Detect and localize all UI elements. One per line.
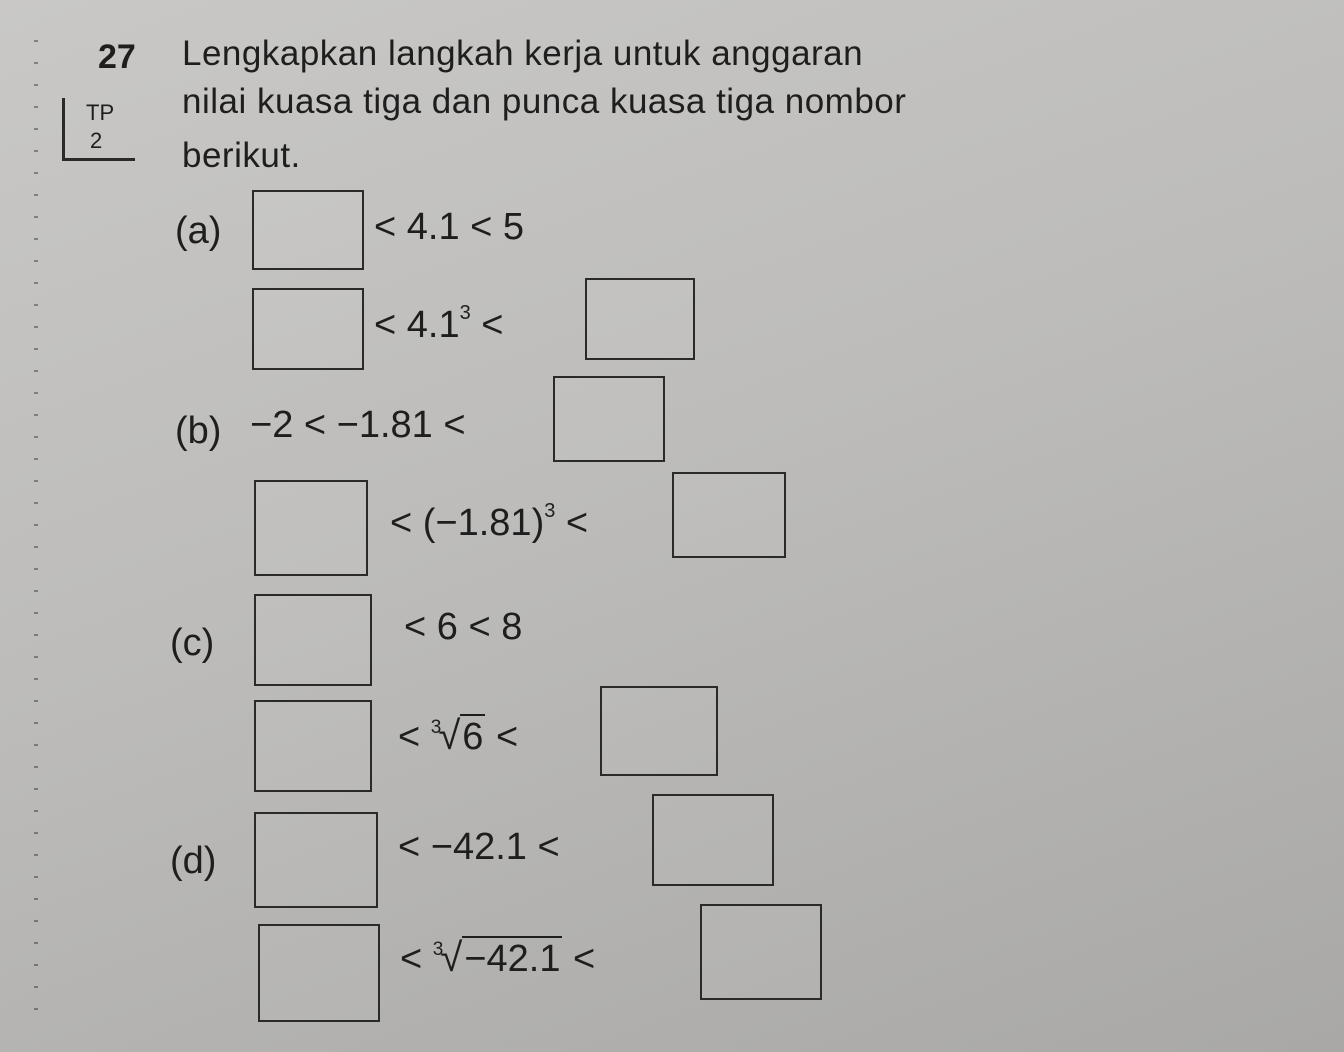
- part-c-answer-box-1[interactable]: [254, 594, 372, 686]
- part-b-label: (b): [175, 410, 222, 452]
- part-c-inequality: < 6 < 8: [404, 606, 523, 648]
- tp-label: TP: [86, 100, 115, 125]
- part-b-answer-box-1[interactable]: [553, 376, 665, 462]
- part-a-answer-box-3[interactable]: [585, 278, 695, 360]
- question-stem-line-1: Lengkapkan langkah kerja untuk anggaran: [182, 34, 864, 73]
- part-c-label: (c): [170, 622, 215, 664]
- part-b-answer-box-3[interactable]: [672, 472, 786, 558]
- part-a-answer-box-2[interactable]: [252, 288, 364, 370]
- question-number: 27: [98, 38, 136, 76]
- part-a-cube-inequality: < $4.1^3$ <: [374, 302, 504, 346]
- part-d-answer-box-2[interactable]: [652, 794, 774, 886]
- part-d-answer-box-1[interactable]: [254, 812, 378, 908]
- part-c-answer-box-2[interactable]: [254, 700, 372, 792]
- question-stem-line-3: berikut.: [182, 136, 301, 175]
- margin-dots: [34, 40, 38, 1030]
- tp-level: 2: [90, 128, 103, 153]
- part-a-answer-box-1[interactable]: [252, 190, 364, 270]
- part-b-cube-inequality: < $(-1.81)^3$ <: [390, 500, 589, 544]
- part-b-answer-box-2[interactable]: [254, 480, 368, 576]
- part-d-answer-box-4[interactable]: [700, 904, 822, 1000]
- part-c-root-inequality: < $^3$√6 <: [398, 714, 519, 758]
- part-d-label: (d): [170, 840, 217, 882]
- part-a-inequality: < 4.1 < 5: [374, 206, 525, 248]
- question-stem-line-2: nilai kuasa tiga dan punca kuasa tiga nombor: [182, 82, 907, 121]
- part-d-answer-box-3[interactable]: [258, 924, 380, 1022]
- part-d-inequality: < −42.1 <: [398, 826, 560, 868]
- part-b-inequality: −2 < −1.81 <: [250, 404, 466, 446]
- part-a-label: (a): [175, 210, 222, 252]
- part-c-answer-box-3[interactable]: [600, 686, 718, 776]
- part-d-root-inequality: < $^3$√−42.1 <: [400, 936, 596, 980]
